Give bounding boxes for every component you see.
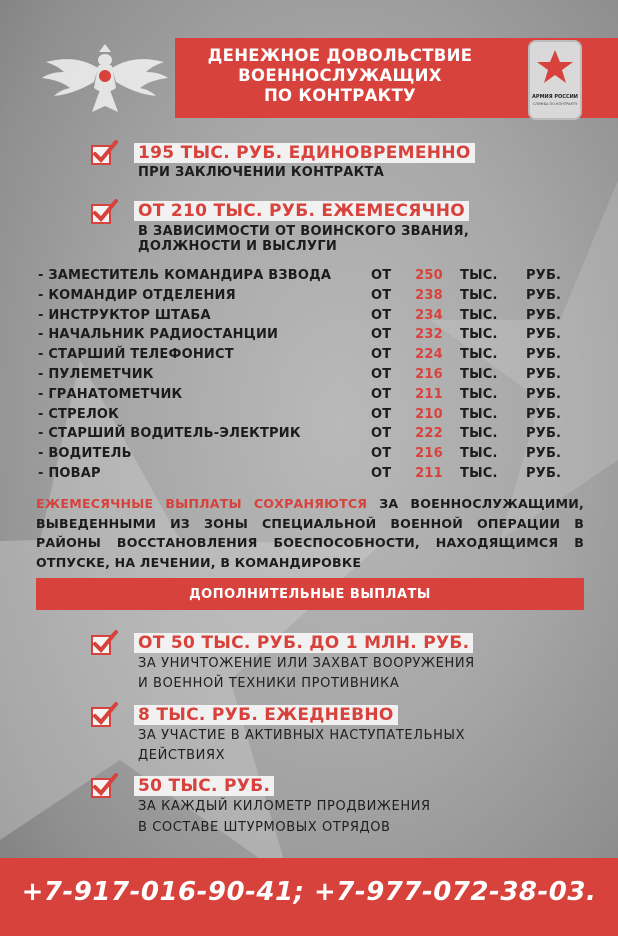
- salary-table: [38, 266, 578, 484]
- salary-position: - ИНСТРУКТОР ШТАБА: [38, 307, 211, 323]
- badge-label: АРМИЯ РОССИИ: [532, 94, 578, 100]
- additional-payments-band: ДОПОЛНИТЕЛЬНЫЕ ВЫПЛАТЫ: [36, 578, 584, 610]
- salary-rubles: РУБ.: [526, 347, 562, 363]
- salary-row: [38, 365, 578, 385]
- checkbox-icon: [90, 140, 118, 166]
- salary-from: ОТ: [371, 386, 392, 402]
- salary-amount: 216: [415, 446, 443, 462]
- salary-thousand: ТЫС.: [460, 327, 498, 343]
- salary-from: ОТ: [371, 366, 392, 382]
- monthly-payments-note: [36, 494, 584, 572]
- salary-amount: 211: [415, 465, 443, 481]
- salary-from: ОТ: [371, 287, 392, 303]
- salary-row: [38, 464, 578, 484]
- extra-headline-1: ОТ 50 ТЫС. РУБ. ДО 1 МЛН. РУБ.: [134, 633, 473, 653]
- salary-amount: 232: [415, 327, 443, 343]
- extra-sub-3-line-1: ЗА КАЖДЫЙ КИЛОМЕТР ПРОДВИЖЕНИЯ: [138, 799, 431, 814]
- extra-sub-3-line-2: В СОСТАВЕ ШТУРМОВЫХ ОТРЯДОВ: [138, 820, 391, 835]
- salary-amount: 238: [415, 287, 443, 303]
- salary-position: - ЗАМЕСТИТЕЛЬ КОМАНДИРА ВЗВОДА: [38, 268, 332, 283]
- note-rest: ЗА ВОЕННОСЛУЖАЩИМИ, ВЫВЕДЕННЫМИ ИЗ ЗОНЫ СПЕЦИАЛЬНОЙ ВОЕННОЙ ОПЕРАЦИИ В РАЙОНЫ ВОССТАНОВЛЕНИЯ БОЕСПОСОБНОСТИ, НАХОДЯЩИМСЯ В ОТПУСКЕ, НА ЛЕЧЕНИИ, В КОМАНДИРОВКЕ: [36, 496, 584, 570]
- salary-thousand: ТЫС.: [460, 446, 498, 462]
- salary-thousand: ТЫС.: [460, 465, 498, 481]
- salary-from: ОТ: [371, 347, 392, 363]
- salary-rubles: РУБ.: [526, 406, 562, 422]
- salary-amount: 222: [415, 426, 443, 442]
- salary-row: [38, 405, 578, 425]
- salary-thousand: ТЫС.: [460, 426, 498, 442]
- salary-rubles: РУБ.: [526, 426, 562, 442]
- salary-from: ОТ: [371, 268, 392, 283]
- phone-numbers[interactable]: +7-917-016-90-41; +7-977-072-38-03.: [21, 877, 597, 907]
- salary-row: [38, 424, 578, 444]
- salary-rubles: РУБ.: [526, 287, 562, 303]
- salary-rubles: РУБ.: [526, 465, 562, 481]
- salary-row: [38, 286, 578, 306]
- salary-rubles: РУБ.: [526, 386, 562, 402]
- salary-thousand: ТЫС.: [460, 366, 498, 382]
- extra-headline-2: 8 ТЫС. РУБ. ЕЖЕДНЕВНО: [134, 705, 398, 725]
- payment-sub-2-line-1: В ЗАВИСИМОСТИ ОТ ВОИНСКОГО ЗВАНИЯ,: [138, 224, 470, 239]
- salary-from: ОТ: [371, 465, 392, 481]
- salary-position: - СТРЕЛОК: [38, 406, 120, 422]
- salary-amount: 211: [415, 386, 443, 402]
- salary-rubles: РУБ.: [526, 366, 562, 382]
- salary-row: [38, 444, 578, 464]
- extra-sub-2-line-1: ЗА УЧАСТИЕ В АКТИВНЫХ НАСТУПАТЕЛЬНЫХ: [138, 728, 466, 743]
- note-red-part: ЕЖЕМЕСЯЧНЫЕ ВЫПЛАТЫ СОХРАНЯЮТСЯ: [36, 496, 368, 511]
- payment-headline-2: ОТ 210 ТЫС. РУБ. ЕЖЕМЕСЯЧНО: [134, 201, 469, 221]
- badge-sub: СЛУЖБА ПО КОНТРАКТУ: [532, 102, 578, 106]
- salary-from: ОТ: [371, 426, 392, 442]
- salary-amount: 210: [415, 406, 443, 422]
- salary-row: [38, 266, 578, 286]
- extra-sub-1-line-1: ЗА УНИЧТОЖЕНИЕ ИЛИ ЗАХВАТ ВООРУЖЕНИЯ: [138, 656, 475, 671]
- salary-row: [38, 325, 578, 345]
- salary-thousand: ТЫС.: [460, 268, 498, 283]
- salary-thousand: ТЫС.: [460, 287, 498, 303]
- salary-from: ОТ: [371, 307, 392, 323]
- salary-thousand: ТЫС.: [460, 386, 498, 402]
- salary-amount: 234: [415, 307, 443, 323]
- salary-from: ОТ: [371, 446, 392, 462]
- extra-headline-3: 50 ТЫС. РУБ.: [134, 776, 274, 796]
- header-title-line-1: ДЕНЕЖНОЕ ДОВОЛЬСТВИЕ: [207, 46, 473, 65]
- checkbox-icon: [90, 199, 118, 225]
- salary-position: - СТАРШИЙ ТЕЛЕФОНИСТ: [38, 347, 234, 363]
- header-title-line-2: ВОЕННОСЛУЖАЩИХ: [238, 66, 442, 85]
- salary-rubles: РУБ.: [526, 327, 562, 343]
- payment-sub-2-line-2: ДОЛЖНОСТИ И ВЫСЛУГИ: [138, 239, 338, 254]
- salary-rubles: РУБ.: [526, 446, 562, 462]
- salary-rubles: РУБ.: [526, 268, 562, 283]
- salary-row: [38, 385, 578, 405]
- salary-amount: 250: [415, 268, 443, 283]
- salary-thousand: ТЫС.: [460, 406, 498, 422]
- salary-amount: 224: [415, 347, 443, 363]
- salary-row: [38, 345, 578, 365]
- salary-position: - ПУЛЕМЕТЧИК: [38, 366, 154, 382]
- payment-sub-1-line-1: ПРИ ЗАКЛЮЧЕНИИ КОНТРАКТА: [138, 165, 385, 180]
- header-title: [175, 46, 505, 106]
- salary-from: ОТ: [371, 327, 392, 343]
- salary-position: - ГРАНАТОМЕТЧИК: [38, 386, 183, 402]
- salary-from: ОТ: [371, 406, 392, 422]
- checkbox-icon: [90, 773, 118, 799]
- extra-sub-2-line-2: ДЕЙСТВИЯХ: [138, 748, 226, 763]
- extra-sub-1-line-2: И ВОЕННОЙ ТЕХНИКИ ПРОТИВНИКА: [138, 676, 400, 691]
- salary-rubles: РУБ.: [526, 307, 562, 323]
- payment-headline-1: 195 ТЫС. РУБ. ЕДИНОВРЕМЕННО: [134, 143, 475, 163]
- header-title-line-3: ПО КОНТРАКТУ: [263, 86, 417, 105]
- salary-position: - СТАРШИЙ ВОДИТЕЛЬ-ЭЛЕКТРИК: [38, 426, 301, 442]
- eagle-emblem-icon: [40, 38, 170, 122]
- salary-amount: 216: [415, 366, 443, 382]
- army-badge: [528, 40, 582, 120]
- salary-position: - КОМАНДИР ОТДЕЛЕНИЯ: [38, 287, 236, 303]
- red-star-icon: [535, 46, 575, 92]
- salary-position: - НАЧАЛЬНИК РАДИОСТАНЦИИ: [38, 327, 279, 343]
- salary-thousand: ТЫС.: [460, 347, 498, 363]
- checkbox-icon: [90, 702, 118, 728]
- salary-row: [38, 306, 578, 326]
- salary-position: - ПОВАР: [38, 465, 101, 481]
- checkbox-icon: [90, 630, 118, 656]
- salary-thousand: ТЫС.: [460, 307, 498, 323]
- salary-position: - ВОДИТЕЛЬ: [38, 446, 132, 462]
